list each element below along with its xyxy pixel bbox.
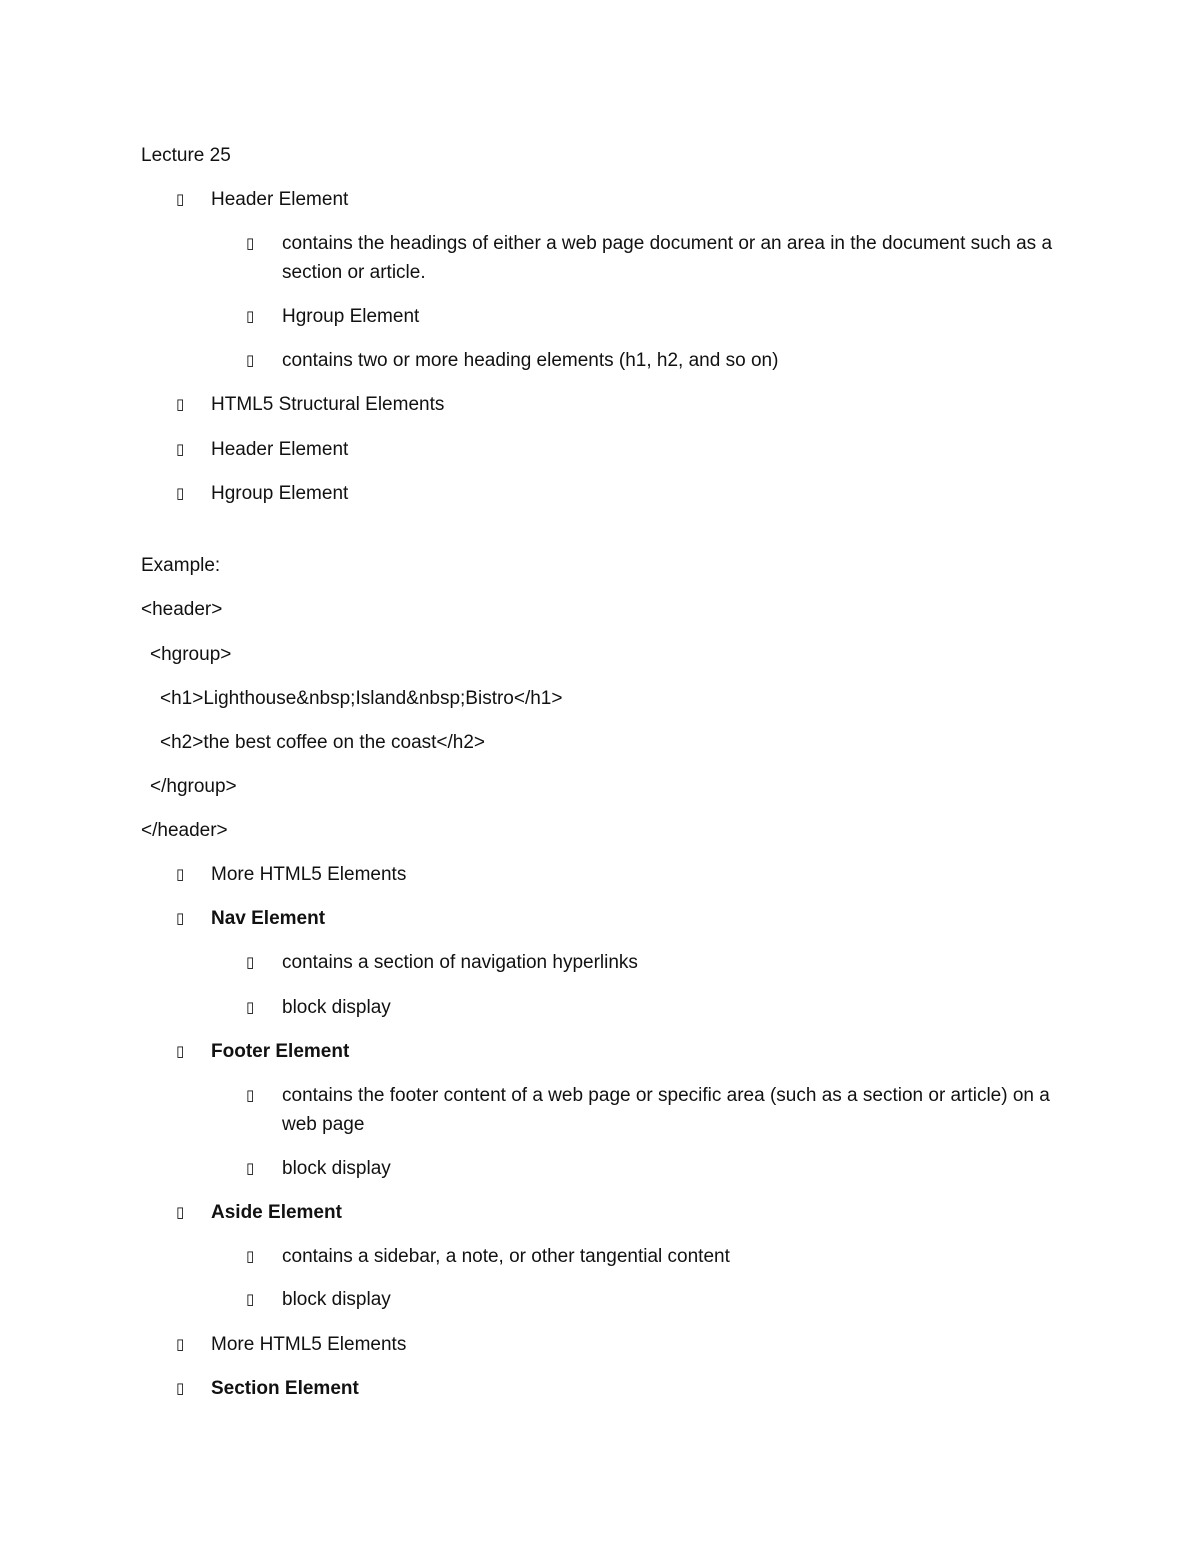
bullet-icon: ▯ [176, 395, 185, 413]
bullet-icon: ▯ [246, 1290, 255, 1308]
list-item-aside-desc: contains a sidebar, a note, or other tangential content [282, 1246, 730, 1267]
code-line: <h2>the best coffee on the coast</h2> [160, 732, 486, 753]
bullet-icon: ▯ [176, 865, 185, 883]
bullet-icon: ▯ [176, 1379, 185, 1397]
bullet-icon: ▯ [176, 1042, 185, 1060]
bullet-icon: ▯ [246, 234, 255, 252]
list-item-nav-element: Nav Element [211, 908, 326, 929]
list-item-footer-element: Footer Element [211, 1041, 350, 1062]
list-item-hgroup-element-2: Hgroup Element [211, 483, 349, 504]
list-item-header-element-2: Header Element [211, 439, 349, 460]
list-item-hgroup-element: Hgroup Element [282, 306, 420, 327]
code-line: </hgroup> [150, 776, 237, 797]
list-item-more-html5-2: More HTML5 Elements [211, 1334, 407, 1355]
code-line: <h1>Lighthouse&nbsp;Island&nbsp;Bistro</h1> [160, 688, 563, 709]
list-item-footer-display: block display [282, 1158, 391, 1179]
list-item-nav-desc: contains a section of navigation hyperlinks [282, 952, 638, 973]
list-item-html5-structural: HTML5 Structural Elements [211, 394, 445, 415]
code-line: <hgroup> [150, 644, 232, 665]
list-item-header-element: Header Element [211, 189, 349, 210]
bullet-icon: ▯ [176, 1203, 185, 1221]
bullet-icon: ▯ [176, 484, 185, 502]
bullet-icon: ▯ [246, 998, 255, 1016]
example-label: Example: [141, 555, 221, 576]
bullet-icon: ▯ [246, 1086, 255, 1104]
lecture-title: Lecture 25 [141, 145, 231, 166]
list-item-section-element: Section Element [211, 1378, 359, 1399]
bullet-icon: ▯ [246, 307, 255, 325]
list-item-nav-display: block display [282, 997, 391, 1018]
list-item-footer-desc: contains the footer content of a web page or specific area (such as a section or article) on a web page [282, 1085, 1050, 1135]
bullet-icon: ▯ [246, 953, 255, 971]
bullet-icon: ▯ [176, 440, 185, 458]
bullet-icon: ▯ [176, 909, 185, 927]
bullet-icon: ▯ [176, 1335, 185, 1353]
bullet-icon: ▯ [176, 190, 185, 208]
bullet-icon: ▯ [246, 351, 255, 369]
list-item-more-html5: More HTML5 Elements [211, 864, 407, 885]
bullet-icon: ▯ [246, 1247, 255, 1265]
list-item-header-desc: contains the headings of either a web page document or an area in the document such as a section or article. [282, 233, 1053, 283]
bullet-icon: ▯ [246, 1159, 255, 1177]
list-item-aside-element: Aside Element [211, 1202, 342, 1223]
list-item-hgroup-desc: contains two or more heading elements (h1, h2, and so on) [282, 350, 779, 371]
code-line: <header> [141, 599, 223, 620]
code-line: </header> [141, 820, 228, 841]
list-item-aside-display: block display [282, 1289, 391, 1310]
